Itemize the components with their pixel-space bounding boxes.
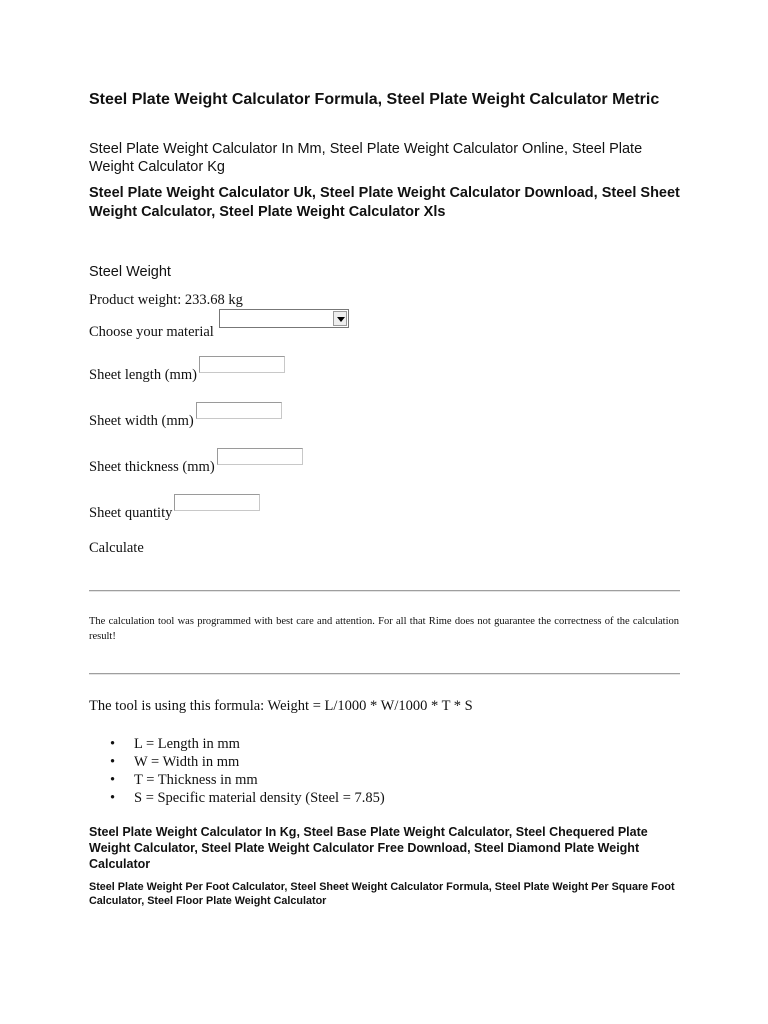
intro-paragraph: Steel Plate Weight Calculator In Mm, Steel Plate Weight Calculator Online, Steel Plate Weight Calculator Kg [89, 141, 643, 175]
bullet-icon: • [110, 754, 116, 770]
bullet-icon: • [110, 790, 116, 806]
list-item: • L = Length in mm [110, 736, 240, 752]
formula-intro: The tool is using this formula: Weight = L/1000 * W/1000 * T * S [89, 698, 473, 714]
list-item: • S = Specific material density (Steel = 7.85) [110, 790, 385, 806]
page-title: Steel Plate Weight Calculator Formula, Steel Plate Weight Calculator Metric [89, 91, 660, 108]
sheet-quantity-label: Sheet quantity [89, 505, 173, 521]
bullet-icon: • [110, 772, 116, 788]
list-item: • W = Width in mm [110, 754, 240, 770]
sheet-thickness-label: Sheet thickness (mm) [89, 459, 215, 475]
formula-variable-list [110, 735, 385, 807]
subheading: Steel Plate Weight Calculator Uk, Steel Plate Weight Calculator Download, Steel Sheet Weight Calculator, Steel Plate Weight Calculator Xls [89, 185, 680, 220]
sheet-quantity-row [89, 494, 260, 521]
sheet-thickness-row [89, 448, 303, 475]
footer-heading-1: Steel Plate Weight Calculator In Kg, Steel Base Plate Weight Calculator, Steel Chequered Plate Weight Calculator, Steel Plate Weight Calculator Free Download, Steel Diamond Plate Weight Calculator [89, 825, 648, 871]
material-select[interactable] [219, 309, 349, 328]
calculator-title: Steel Weight [89, 264, 171, 280]
product-weight-result: Product weight: 233.68 kg [89, 292, 243, 308]
sheet-width-input[interactable] [196, 402, 282, 419]
divider-top [89, 590, 680, 592]
calculate-button[interactable]: Calculate [89, 540, 144, 556]
sheet-width-label: Sheet width (mm) [89, 413, 194, 429]
sheet-quantity-input[interactable] [174, 494, 260, 511]
sheet-width-row [89, 402, 282, 429]
sheet-thickness-input[interactable] [217, 448, 303, 465]
footer-heading-2: Steel Plate Weight Per Foot Calculator, Steel Sheet Weight Calculator Formula, Steel Plate Weight Per Square Foot Calculator, Steel Floor Plate Weight Calculator [89, 881, 675, 907]
material-row [89, 309, 349, 340]
sheet-length-row [89, 356, 285, 383]
disclaimer-text: The calculation tool was programmed with best care and attention. For all that Rime does not guarantee the correctness of the calculation result! [89, 616, 679, 642]
chevron-down-icon[interactable] [333, 311, 347, 326]
material-label: Choose your material [89, 324, 214, 340]
sheet-length-input[interactable] [199, 356, 285, 373]
sheet-length-label: Sheet length (mm) [89, 367, 197, 383]
bullet-icon: • [110, 736, 116, 752]
list-item: • T = Thickness in mm [110, 772, 258, 788]
divider-bottom [89, 673, 680, 675]
